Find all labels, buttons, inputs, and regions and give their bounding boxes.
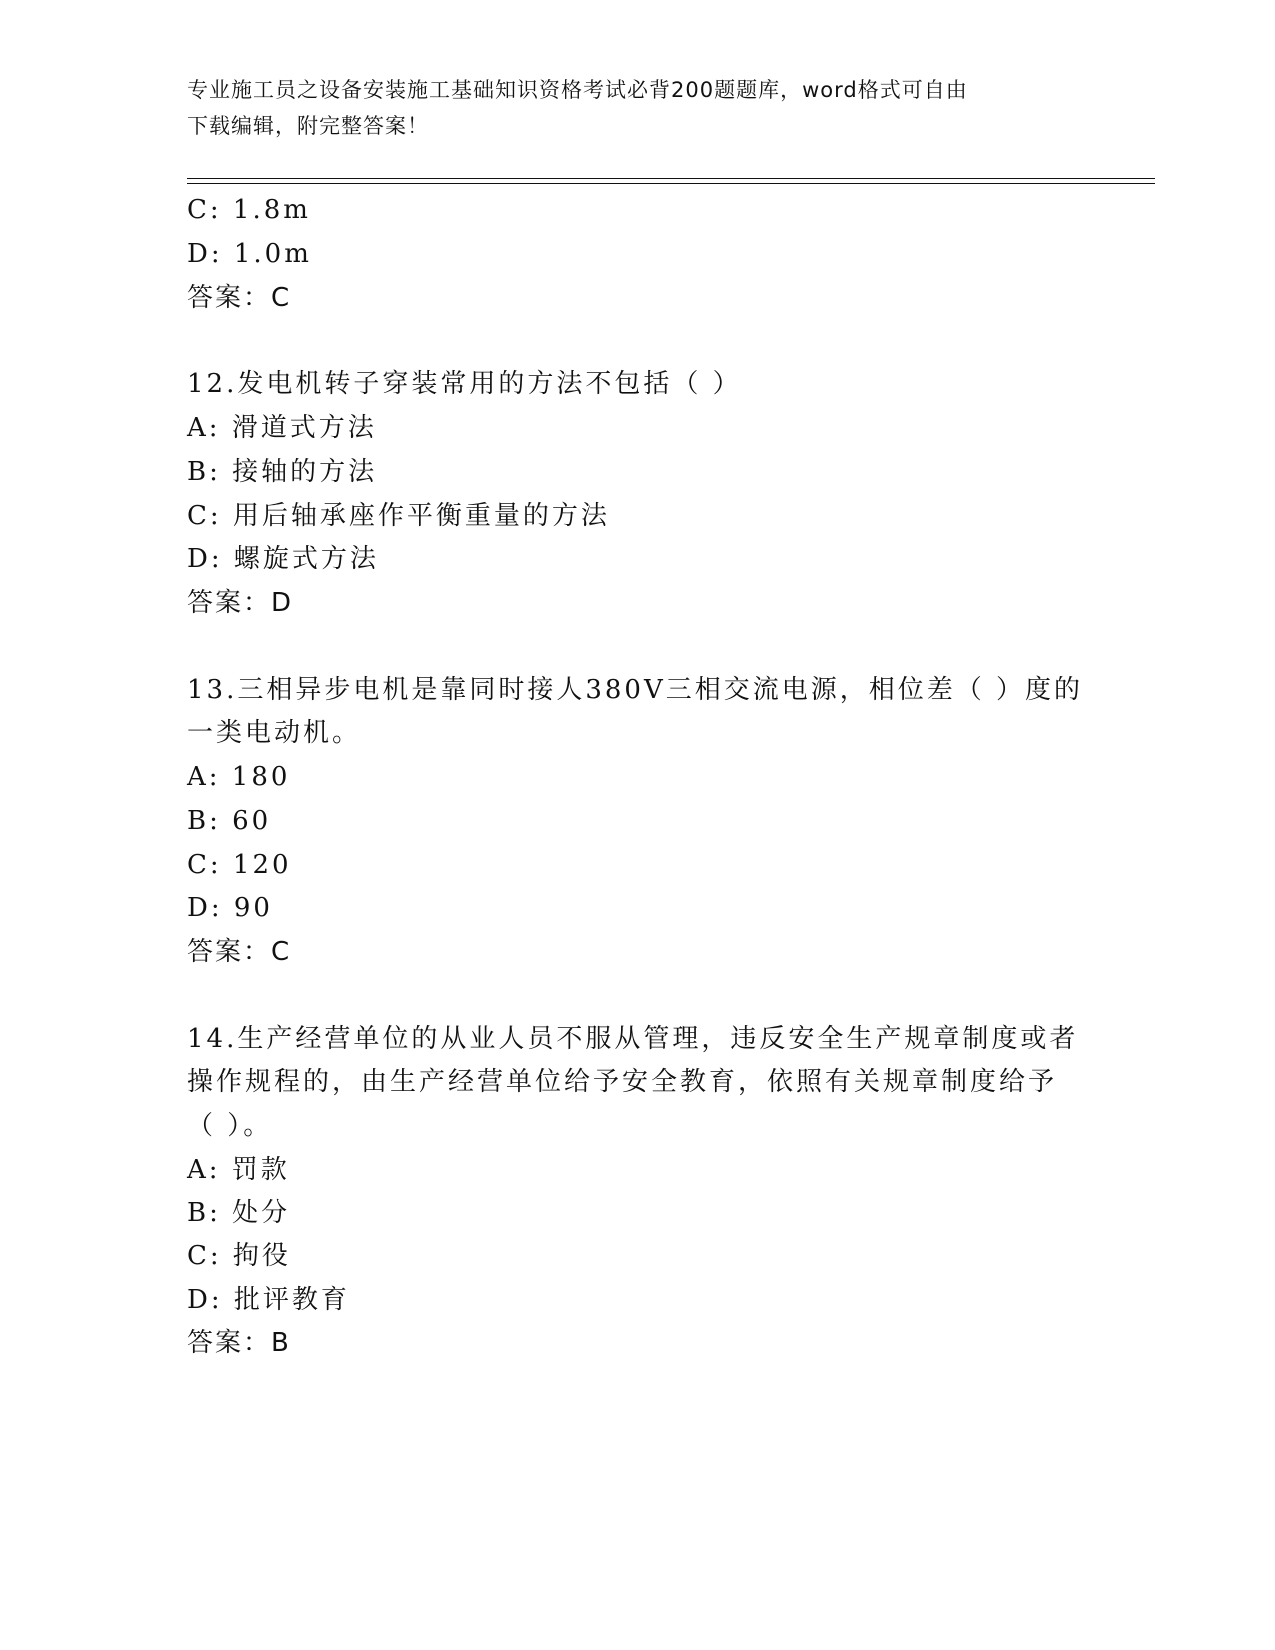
header-title-line-2: 下载编辑，附完整答案！ [187, 114, 429, 138]
q12-option-d: D: 螺旋式方法 [187, 544, 379, 574]
q12-answer: 答案：D [187, 588, 294, 618]
q14-question-line-3: （ ）。 [187, 1111, 273, 1141]
q13-option-a: A: 180 [187, 762, 291, 792]
header-divider-bottom [187, 183, 1155, 184]
q13-answer: 答案：C [187, 937, 292, 967]
document-header [187, 72, 1067, 144]
q14-question-line-1: 14.生产经营单位的从业人员不服从管理，违反安全生产规章制度或者 [187, 1024, 1079, 1054]
q13-question-line-1: 13.三相异步电机是靠同时接人380V三相交流电源，相位差（ ）度的 [187, 675, 1084, 705]
header-divider-top [187, 178, 1155, 179]
header-title-line-1: 专业施工员之设备安装施工基础知识资格考试必背200题题库，word格式可自由 [187, 78, 968, 102]
q13-option-b: B: 60 [187, 806, 272, 836]
q11-option-d: D: 1.0m [187, 239, 312, 269]
q14-option-b: B: 处分 [187, 1198, 291, 1228]
q13-question-line-2: 一类电动机。 [187, 718, 362, 748]
q14-option-d: D: 批评教育 [187, 1285, 350, 1315]
q14-option-a: A: 罚款 [187, 1155, 290, 1185]
q11-answer: 答案：C [187, 283, 292, 313]
q14-question-line-2: 操作规程的，由生产经营单位给予安全教育，依照有关规章制度给予 [187, 1067, 1058, 1097]
q12-option-c: C: 用后轴承座作平衡重量的方法 [187, 501, 610, 531]
q13-option-d: D: 90 [187, 893, 273, 923]
q12-option-a: A: 滑道式方法 [187, 413, 377, 443]
q11-option-c: C: 1.8m [187, 195, 311, 225]
q13-option-c: C: 120 [187, 850, 292, 880]
q14-answer: 答案：B [187, 1328, 291, 1358]
q12-question: 12.发电机转子穿装常用的方法不包括（ ） [187, 369, 742, 399]
q12-option-b: B: 接轴的方法 [187, 457, 378, 487]
q14-option-c: C: 拘役 [187, 1241, 291, 1271]
